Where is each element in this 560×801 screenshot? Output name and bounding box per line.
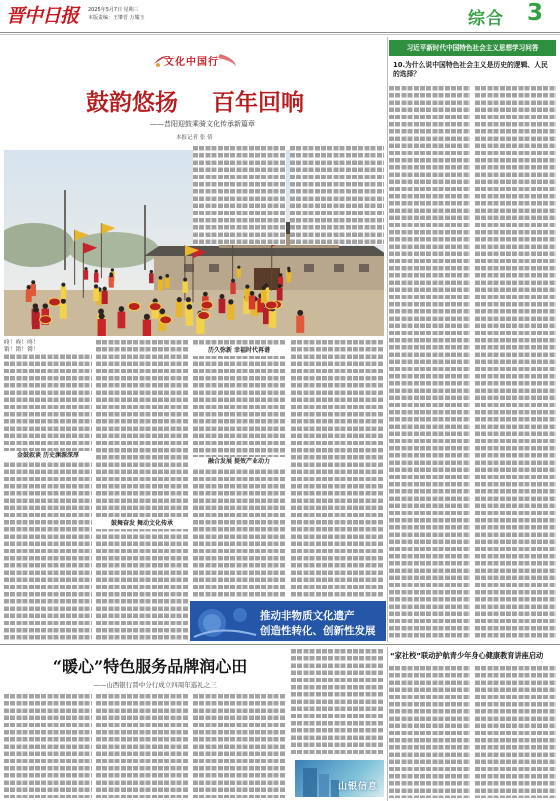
performer-figure: [261, 290, 267, 303]
headline-part-1: 鼓韵悠扬: [86, 89, 178, 116]
performer-head: [84, 267, 87, 270]
performer-figure: [98, 319, 106, 336]
performer-figure: [219, 299, 226, 313]
performer-head: [110, 274, 114, 278]
performer-head: [262, 286, 266, 290]
banner-line-1: 推动非物质文化遗产: [260, 610, 355, 622]
performer-figure: [60, 303, 67, 318]
performer-figure: [269, 311, 277, 328]
article-body-text: [96, 694, 188, 798]
performer-figure: [296, 315, 304, 332]
performer-figure: [118, 312, 126, 329]
section-head-inherit: 鼓舞奋发 舞动文化传承: [96, 519, 188, 529]
article-body-text: [4, 694, 92, 798]
performer-head: [111, 268, 114, 271]
performer-head: [27, 285, 31, 289]
performer-figure: [94, 273, 99, 283]
bank-article-subtitle: ——山西银行晋中分行成立四周年巡礼之三: [93, 681, 217, 689]
performer-head: [237, 266, 240, 269]
performer-head: [203, 292, 208, 297]
article-body-text: [389, 86, 470, 640]
performer-head: [220, 294, 225, 299]
performer-figure: [165, 277, 170, 288]
article-body-text: [291, 340, 384, 598]
performer-head: [144, 314, 150, 320]
performer-figure: [149, 273, 154, 283]
section-head-history: 金鼓叙谈 历史渊源深厚: [4, 451, 92, 461]
performer-figure: [230, 282, 235, 294]
performer-head: [99, 313, 105, 319]
masthead-rule-thin: [0, 34, 560, 35]
feature-byline: 本报记者 张 倩: [176, 135, 213, 141]
drum-decoration-icon: [190, 601, 260, 641]
lead-line: 咚！咚！咚！: [4, 340, 92, 347]
article-body-text: [291, 649, 384, 756]
masthead-rule: [0, 32, 560, 33]
article-body-text: [96, 340, 188, 640]
performer-figure: [93, 288, 99, 301]
section-name: 综合: [468, 9, 504, 29]
performer-figure: [109, 277, 114, 288]
performer-figure: [249, 295, 255, 309]
section-head-industry: 融合发展 提效产业动力: [193, 457, 285, 467]
column-logo: [150, 50, 240, 70]
column-divider: [387, 647, 388, 801]
study-question: 10.为什么说中国特色社会主义是历史的逻辑、人民的选择？: [393, 61, 548, 78]
bank-article-title: “暖心”特色服务品牌润心田: [52, 657, 248, 676]
article-body-text: [193, 340, 285, 598]
drum: [160, 316, 172, 324]
bank-news-logo: [295, 760, 384, 797]
performer-head: [231, 279, 235, 283]
performer-figure: [237, 269, 241, 278]
performer-head: [61, 283, 65, 287]
page-editors: 本版责编：王肇晋 万耀玉: [88, 15, 145, 21]
performer-head: [102, 287, 106, 291]
drum: [40, 316, 52, 324]
performer-head: [183, 278, 187, 282]
school-article-title: “家社校”联动护航青少年身心健康教育讲座启动: [390, 651, 544, 660]
performer-figure: [176, 302, 183, 317]
issue-date: 2025年5月7日 星期三: [88, 7, 139, 13]
intangible-heritage-banner: [190, 601, 386, 641]
article-body-text: [475, 86, 556, 640]
article-body-text: [4, 340, 92, 640]
performer-head: [186, 297, 191, 302]
section-divider: [0, 644, 560, 645]
performer-head: [43, 303, 48, 308]
drum: [201, 301, 213, 309]
headline-part-2: 百年回响: [212, 89, 304, 116]
feature-subtitle: ——昔阳迎鼓乘骑文化传承新篇章: [150, 120, 255, 128]
newspaper-logo: 晋中日报: [6, 5, 79, 27]
article-body-text: [290, 146, 384, 245]
performer-head: [61, 299, 66, 304]
drum: [128, 302, 140, 310]
feature-headline: [50, 84, 340, 117]
column-logo-text: 文化中国行: [164, 57, 219, 68]
lead-line: 锵！锵！锵！: [4, 347, 92, 354]
performer-figure: [84, 270, 88, 279]
performer-head: [278, 284, 282, 288]
section-head-new-era: 历久弥新 幸福时代再谱: [193, 346, 285, 356]
performer-head: [95, 269, 98, 272]
article-body-text: [193, 146, 286, 245]
performer-head: [165, 274, 169, 278]
performer-figure: [158, 279, 163, 290]
performer-figure: [31, 284, 37, 296]
drum: [49, 298, 61, 306]
performer-head: [31, 280, 35, 284]
performer-head: [297, 310, 303, 316]
performer-head: [159, 276, 163, 280]
column-divider: [387, 37, 388, 642]
performer-head: [228, 299, 233, 304]
performer-figure: [186, 309, 194, 325]
performer-figure: [287, 272, 292, 282]
article-body-text: [389, 666, 470, 798]
performer-figure: [277, 288, 283, 301]
bank-news-logo-text: 山银信息: [337, 782, 378, 792]
study-series-title: 习近平新时代中国特色社会主义思想学习问答: [389, 40, 556, 56]
performer-head: [150, 270, 153, 273]
drum: [265, 301, 277, 309]
performer-figure: [32, 312, 40, 329]
performer-head: [279, 273, 283, 277]
performer-figure: [227, 304, 234, 319]
performer-figure: [61, 287, 67, 299]
performer-head: [187, 304, 193, 310]
drum: [198, 312, 210, 320]
page-number: 3: [527, 0, 544, 26]
drum: [149, 303, 161, 311]
performer-head: [177, 297, 182, 302]
performer-figure: [143, 320, 151, 336]
performer-head: [250, 291, 255, 296]
performer-figure: [102, 291, 108, 304]
performer-head: [287, 269, 290, 272]
performer-head: [119, 306, 125, 312]
performer-head: [245, 285, 249, 289]
performer-head: [94, 284, 98, 288]
article-body-text: [475, 666, 556, 798]
banner-line-2: 创造性转化、创新性发展: [260, 625, 376, 637]
performer-figure: [183, 281, 188, 292]
performer-head: [33, 307, 39, 313]
article-body-text: [193, 694, 285, 798]
